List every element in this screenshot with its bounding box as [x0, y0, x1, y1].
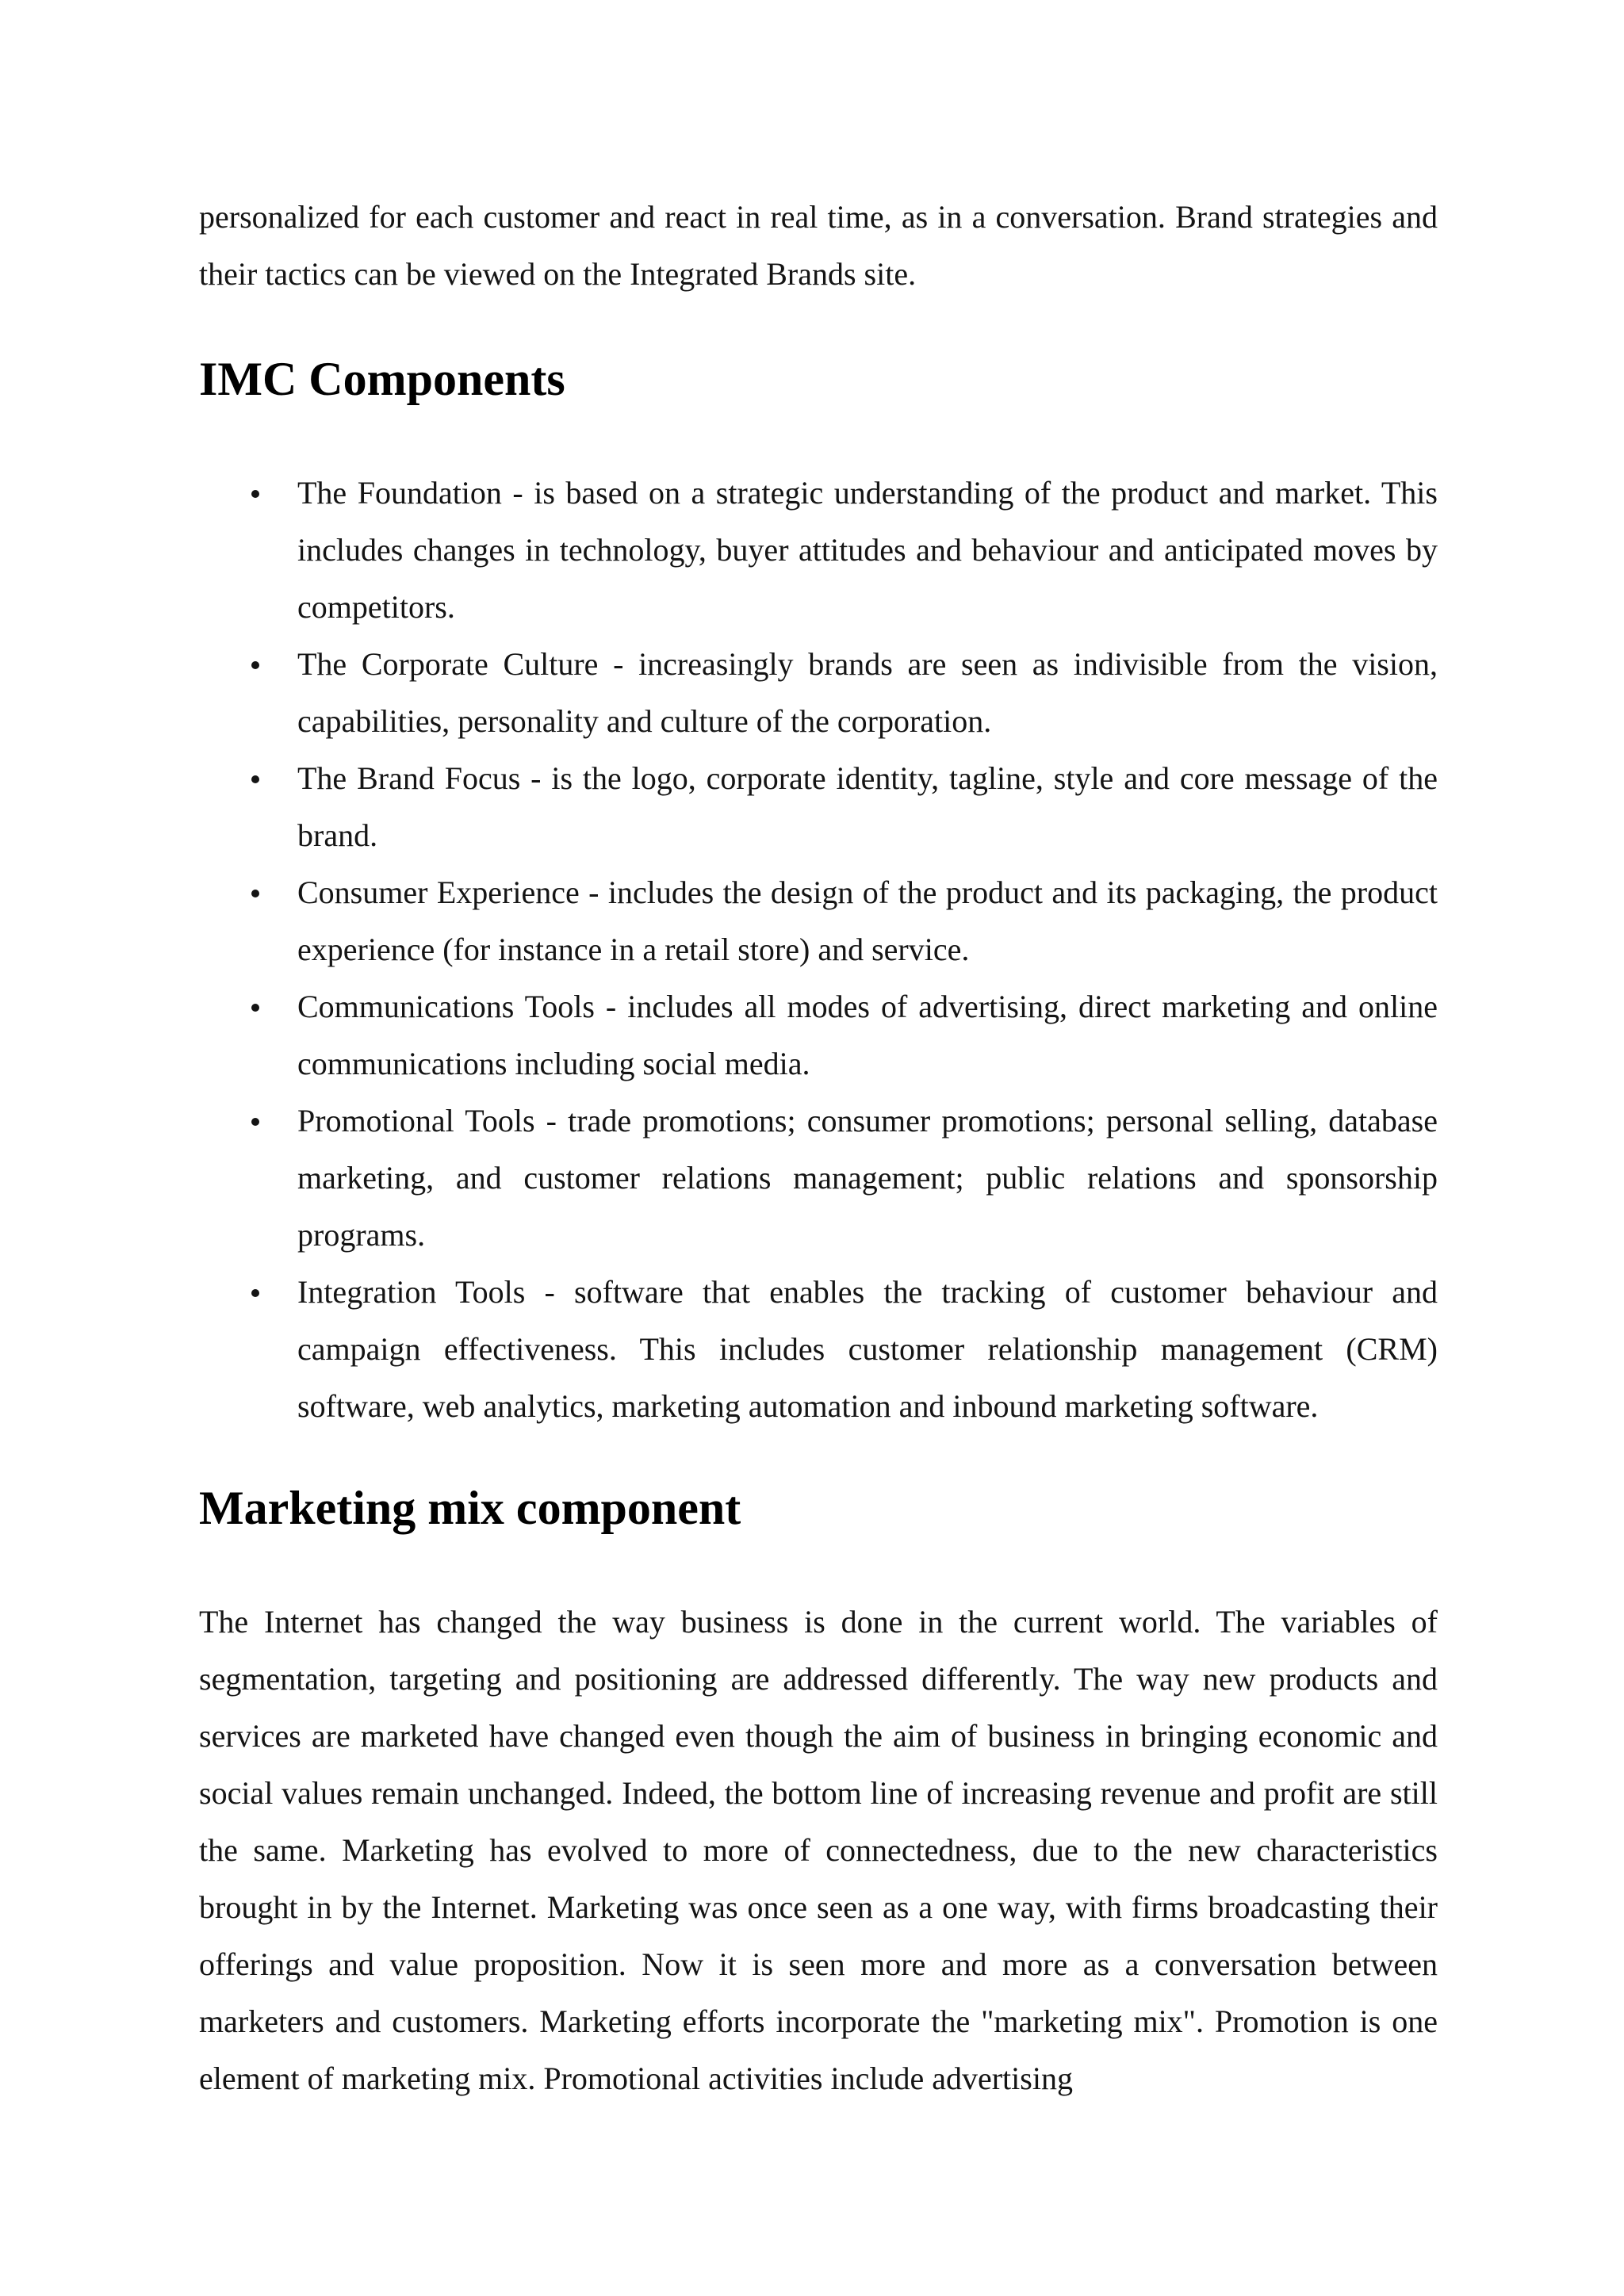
imc-components-heading: IMC Components: [199, 353, 565, 405]
bullet-icon: [251, 490, 259, 498]
list-item: [199, 465, 1438, 636]
list-item-text: The Corporate Culture - increasingly brands are seen as indivisible from the vision, capabilities, personality and culture of the corporation.: [297, 646, 1438, 739]
list-item: [199, 636, 1438, 750]
list-item-text: The Foundation - is based on a strategic understanding of the product and market. This includes changes in technology, buyer attitudes and behaviour and anticipated moves by competitors.: [297, 475, 1438, 625]
bullet-icon: [251, 890, 259, 897]
bullet-icon: [251, 1118, 259, 1126]
list-item-text: The Brand Focus - is the logo, corporate identity, tagline, style and core message of the brand.: [297, 760, 1438, 853]
bullet-icon: [251, 1004, 259, 1012]
bullet-icon: [251, 661, 259, 669]
list-item-text: Communications Tools - includes all modes of advertising, direct marketing and online communications including social media.: [297, 989, 1438, 1081]
list-item: [199, 1093, 1438, 1264]
list-item-text: Promotional Tools - trade promotions; consumer promotions; personal selling, database marketing, and customer relations management; public relations and sponsorship programs.: [297, 1103, 1438, 1253]
marketing-mix-heading: Marketing mix component: [199, 1482, 741, 1534]
intro-paragraph: personalized for each customer and react in real time, as in a conversation. Brand strategies and their tactics can be viewed on the Integrated Brands site.: [199, 199, 1438, 292]
bullet-icon: [251, 775, 259, 783]
list-item: [199, 978, 1438, 1093]
list-item-text: Integration Tools - software that enables the tracking of customer behaviour and campaign effectiveness. This includes customer relationship management (CRM) software, web analytics, marketing automation and inbound marketing software.: [297, 1274, 1438, 1424]
list-item: [199, 750, 1438, 864]
imc-components-list: [199, 465, 1438, 1435]
list-item: [199, 1264, 1438, 1435]
list-item: [199, 864, 1438, 978]
bullet-icon: [251, 1289, 259, 1297]
list-item-text: Consumer Experience - includes the design of the product and its packaging, the product experience (for instance in a retail store) and service.: [297, 874, 1438, 967]
marketing-mix-paragraph: The Internet has changed the way business is done in the current world. The variables of segmentation, targeting and positioning are addressed differently. The way new products and services are marketed have changed even though the aim of business in bringing economic and social values remain unchanged. Indeed, the bottom line of increasing revenue and profit are still the same. Marketing has evolved to more of connectedness, due to the new characteristics brought in by the Internet. Marketing was once seen as a one way, with firms broadcasting their offerings and value proposition. Now it is seen more and more as a conversation between marketers and customers. Marketing efforts incorporate the "marketing mix". Promotion is one element of marketing mix. Promotional activities include advertising: [199, 1604, 1438, 2096]
